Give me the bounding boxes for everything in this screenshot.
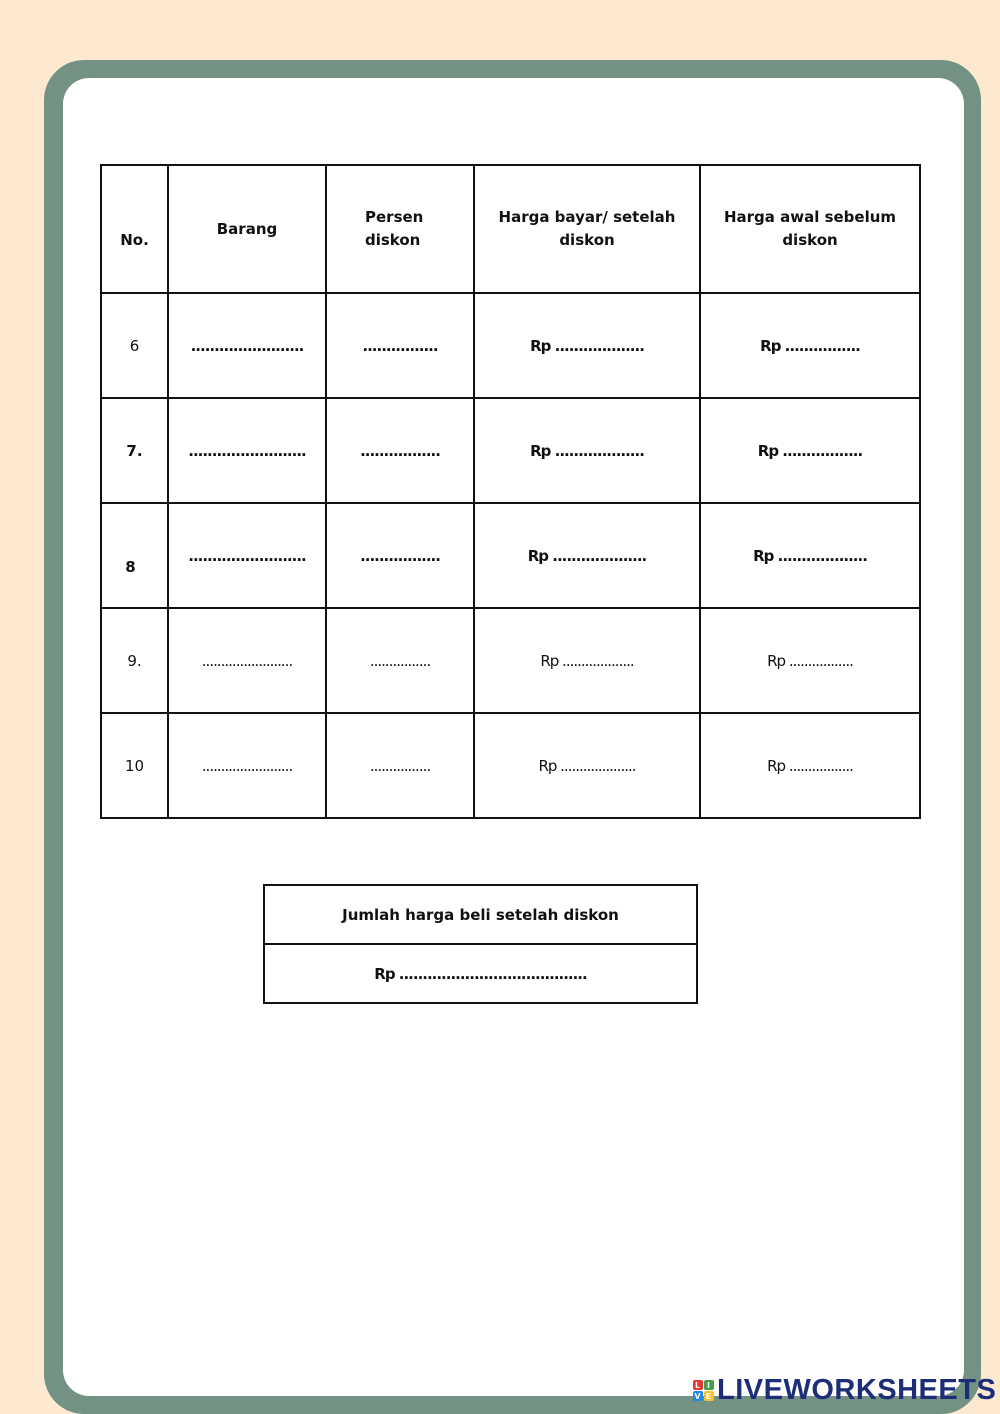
logo-letter: E: [704, 1391, 714, 1401]
item-blank[interactable]: ........................: [168, 713, 326, 818]
row-number: 7.: [101, 398, 168, 503]
discount-blank[interactable]: ................: [326, 608, 474, 713]
summary-label-row: [264, 885, 697, 944]
header-price-before: Harga awal sebelum diskon: [700, 165, 920, 293]
discount-blank[interactable]: .................: [326, 503, 474, 608]
table-row: [101, 713, 920, 818]
discount-blank[interactable]: ................: [326, 713, 474, 818]
price-before-blank[interactable]: Rp .................: [700, 608, 920, 713]
price-after-blank[interactable]: Rp ....................: [474, 503, 700, 608]
liveworksheets-logo-icon: [692, 1379, 714, 1401]
price-before-blank[interactable]: Rp .................: [700, 398, 920, 503]
table-header-row: [101, 165, 920, 293]
price-before-blank[interactable]: Rp ...................: [700, 503, 920, 608]
logo-letter: I: [704, 1380, 714, 1390]
discount-blank[interactable]: ................: [326, 293, 474, 398]
price-after-blank[interactable]: Rp ...................: [474, 293, 700, 398]
table-row: [101, 608, 920, 713]
item-blank[interactable]: ........................: [168, 293, 326, 398]
discount-table: [100, 164, 921, 819]
brand-name: LIVEWORKSHEETS: [717, 1373, 997, 1406]
row-number: 9.: [101, 608, 168, 713]
price-after-blank[interactable]: Rp ....................: [474, 713, 700, 818]
header-price-after: Harga bayar/ setelah diskon: [474, 165, 700, 293]
summary-value-row: [264, 944, 697, 1003]
item-blank[interactable]: .........................: [168, 398, 326, 503]
table-row: [101, 503, 920, 608]
item-blank[interactable]: ........................: [168, 608, 326, 713]
header-discount-percent: Persen diskon: [326, 165, 474, 293]
item-blank[interactable]: .........................: [168, 503, 326, 608]
row-number: 10: [101, 713, 168, 818]
price-before-blank[interactable]: Rp .................: [700, 713, 920, 818]
row-number: 6: [101, 293, 168, 398]
price-after-blank[interactable]: Rp ...................: [474, 398, 700, 503]
row-number: 8: [101, 503, 168, 608]
header-no: No.: [101, 165, 168, 293]
logo-letter: V: [694, 1391, 701, 1401]
total-summary-table: [263, 884, 698, 1004]
table-row: [101, 293, 920, 398]
table-row: [101, 398, 920, 503]
summary-total-blank[interactable]: Rp ........................................: [264, 944, 697, 1003]
logo-letter: L: [693, 1380, 703, 1390]
header-item: Barang: [168, 165, 326, 293]
price-after-blank[interactable]: Rp ...................: [474, 608, 700, 713]
discount-blank[interactable]: .................: [326, 398, 474, 503]
summary-label: Jumlah harga beli setelah diskon: [264, 885, 697, 944]
price-before-blank[interactable]: Rp ................: [700, 293, 920, 398]
liveworksheets-watermark: [692, 1374, 996, 1406]
